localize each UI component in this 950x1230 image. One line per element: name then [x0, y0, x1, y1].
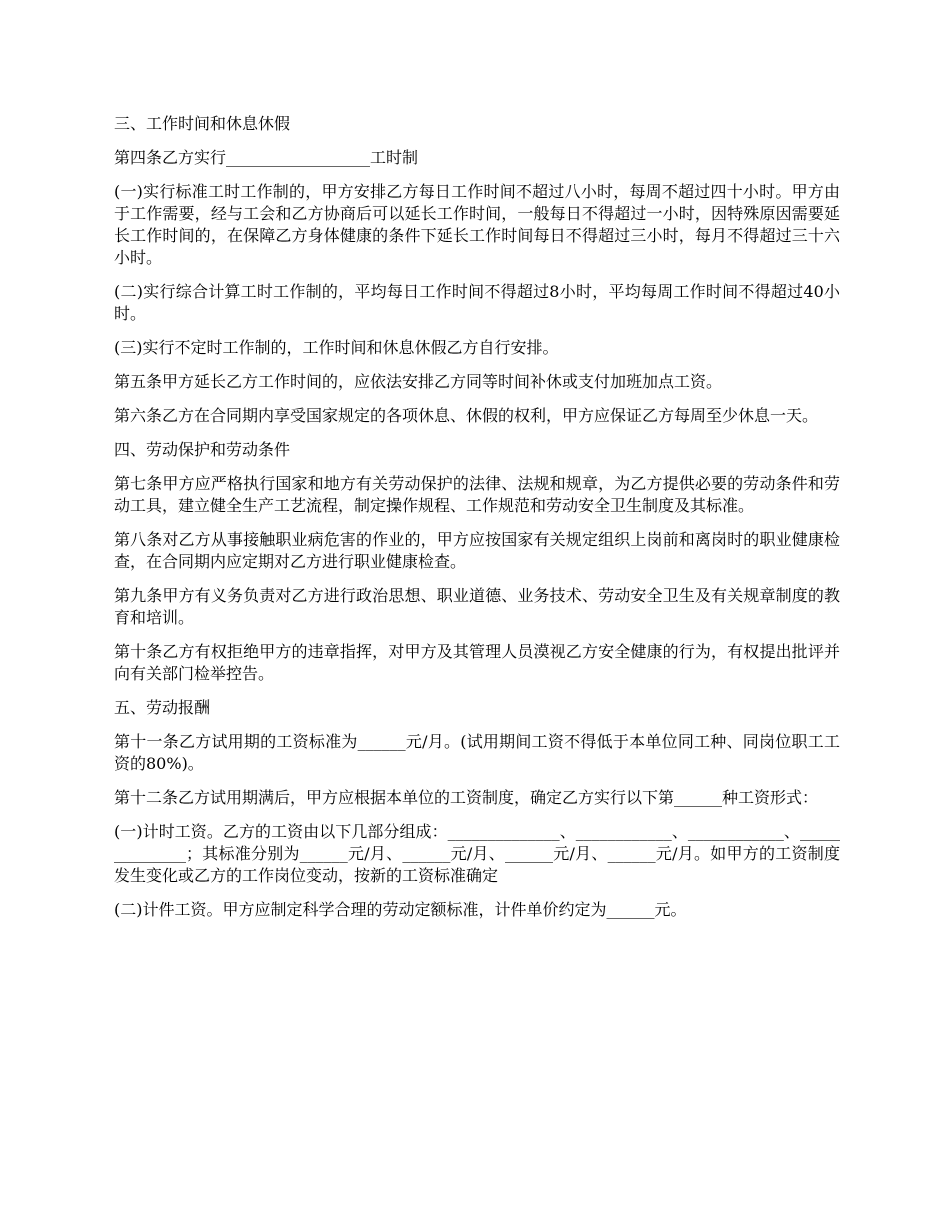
document-page [114, 113, 840, 933]
section-heading-work-hours: 三、工作时间和休息休假 [114, 114, 291, 133]
section-heading-remuneration: 五、劳动报酬 [114, 698, 211, 717]
article-12: 第十二条乙方试用期满后，甲方应根据本单位的工资制度，确定乙方实行以下第______种工资形式： [114, 788, 819, 807]
article-4-clause-3: (三)实行不定时工作制的，工作时间和休息休假乙方自行安排。 [114, 338, 559, 357]
article-9: 第九条甲方有义务负责对乙方进行政治思想、职业道德、业务技术、劳动安全卫生及有关规章制度的教育和培训。 [114, 586, 840, 627]
article-10: 第十条乙方有权拒绝甲方的违章指挥，对甲方及其管理人员漠视乙方安全健康的行为，有权提出批评并向有关部门检举控告。 [114, 642, 840, 683]
article-12-clause-2: (二)计件工资。甲方应制定科学合理的劳动定额标准，计件单价约定为______元。 [114, 900, 687, 919]
article-6: 第六条乙方在合同期内享受国家规定的各项休息、休假的权利，甲方应保证乙方每周至少休息一天。 [114, 406, 819, 425]
article-12-clause-1: (一)计时工资。乙方的工资由以下几部分组成：______________、____________、____________、______________；其标准分别为______元/月、______元/月、______元/月、______元/月。如甲方的工资制度发生变化或乙方的工作岗位变动，按新的工资标准确定 [114, 822, 840, 885]
section-heading-labor-protection: 四、劳动保护和劳动条件 [114, 440, 291, 459]
article-7: 第七条甲方应严格执行国家和地方有关劳动保护的法律、法规和规章，为乙方提供必要的劳动条件和劳动工具，建立健全生产工艺流程，制定操作规程、工作规范和劳动安全卫生制度及其标准。 [114, 474, 840, 515]
article-4-clause-1: (一)实行标准工时工作制的，甲方安排乙方每日工作时间不超过八小时，每周不超过四十小时。甲方由于工作需要，经与工会和乙方协商后可以延长工作时间，一般每日不得超过一小时，因特殊原因需要延长工作时间的，在保障乙方身体健康的条件下延长工作时间每日不得超过三小时，每月不得超过三十六小时。 [114, 182, 840, 267]
article-4-clause-2: (二)实行综合计算工时工作制的，平均每日工作时间不得超过8小时，平均每周工作时间不得超过40小时。 [114, 282, 840, 323]
article-8: 第八条对乙方从事接触职业病危害的作业的，甲方应按国家有关规定组织上岗前和离岗时的职业健康检查，在合同期内应定期对乙方进行职业健康检查。 [114, 530, 840, 571]
article-5: 第五条甲方延长乙方工作时间的，应依法安排乙方同等时间补休或支付加班加点工资。 [114, 372, 723, 391]
article-11: 第十一条乙方试用期的工资标准为______元/月。(试用期间工资不得低于本单位同工种、同岗位职工工资的80%)。 [114, 732, 840, 773]
article-4: 第四条乙方实行__________________工时制 [114, 148, 419, 167]
